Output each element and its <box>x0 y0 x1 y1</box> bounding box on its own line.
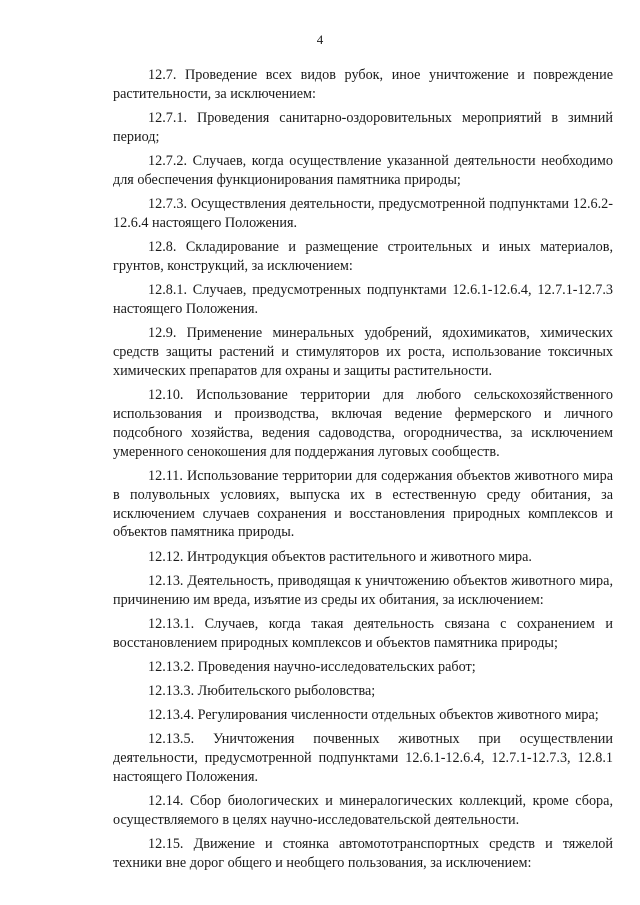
page-number: 4 <box>316 32 324 47</box>
paragraph-12-12: 12.12. Интродукция объектов растительного и животного мира. <box>148 548 532 565</box>
paragraph-12-13-4: 12.13.4. Регулирования численности отдельных объектов животного мира; <box>148 706 599 723</box>
paragraph-12-13-3: 12.13.3. Любительского рыболовства; <box>148 682 376 699</box>
paragraph-12-13-1: 12.13.1. Случаев, когда такая деятельность связана с сохранением и восстановлением природных комплексов и объектов памятника природы; <box>113 615 613 651</box>
paragraph-12-8-1: 12.8.1. Случаев, предусмотренных подпунктами 12.6.1-12.6.4, 12.7.1-12.7.3 настоящего Положения. <box>113 282 613 317</box>
paragraph-12-7-1: 12.7.1. Проведения санитарно-оздоровительных мероприятий в зимний период; <box>113 110 613 145</box>
paragraph-12-7: 12.7. Проведение всех видов рубок, иное уничтожение и повреждение растительности, за исключением: <box>113 67 613 102</box>
paragraph-12-13: 12.13. Деятельность, приводящая к уничтожению объектов животного мира, причинению им вреда, изъятие из среды их обитания, за исключением: <box>113 572 613 608</box>
paragraph-12-13-2: 12.13.2. Проведения научно-исследовательских работ; <box>148 658 476 675</box>
paragraph-12-14: 12.14. Сбор биологических и минералогических коллекций, кроме сбора, осуществляемого в целях научно-исследовательской деятельности. <box>113 792 613 828</box>
paragraph-12-8: 12.8. Складирование и размещение строительных и иных материалов, грунтов, конструкций, за исключением: <box>113 239 613 274</box>
paragraph-12-7-3: 12.7.3. Осуществления деятельности, предусмотренной подпунктами 12.6.2-12.6.4 настоящего Положения. <box>113 196 613 231</box>
paragraph-12-10: 12.10. Использование территории для любого сельскохозяйственного использования и производства, включая ведение фермерского и личного подсобного хозяйства, ведения садоводства, огородничества, за исключением умеренного сенокошения для поддержания луговых сообществ. <box>113 386 613 460</box>
paragraph-12-13-5: 12.13.5. Уничтожения почвенных животных при осуществлении деятельности, предусмотренной подпунктами 12.6.1-12.6.4, 12.7.1-12.7.3, 12.8.1 настоящего Положения. <box>113 730 613 785</box>
paragraph-12-9: 12.9. Применение минеральных удобрений, ядохимикатов, химических средств защиты растений и стимуляторов их роста, использование токсичных химических препаратов для охраны и защиты растительности. <box>113 325 613 379</box>
document-body <box>113 66 613 878</box>
paragraph-12-11: 12.11. Использование территории для содержания объектов животного мира в полувольных условиях, выпуска их в естественную среду обитания, за исключением случаев сохранения и восстановления природных комплексов и объектов памятника природы. <box>113 467 613 541</box>
paragraph-12-15: 12.15. Движение и стоянка автомототранспортных средств и тяжелой техники вне дорог общего и необщего пользования, за исключением: <box>113 835 613 871</box>
paragraph-12-7-2: 12.7.2. Случаев, когда осуществление указанной деятельности необходимо для обеспечения функционирования памятника природы; <box>113 153 613 188</box>
